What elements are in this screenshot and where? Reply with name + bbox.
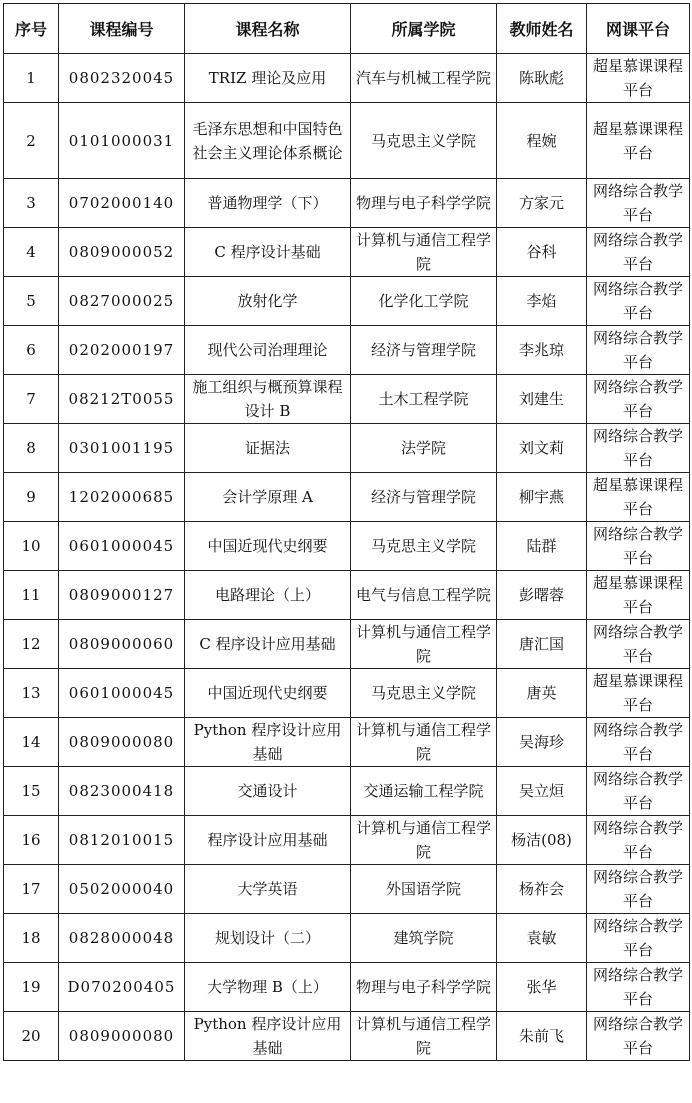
cell-college: 交通运输工程学院 bbox=[351, 767, 497, 816]
table-row bbox=[4, 424, 690, 473]
cell-code: 0823000418 bbox=[59, 767, 185, 816]
cell-platform: 网络综合教学平台 bbox=[587, 326, 690, 375]
header-index: 序号 bbox=[4, 4, 59, 54]
cell-name: 规划设计（二） bbox=[185, 914, 351, 963]
cell-index: 4 bbox=[4, 228, 59, 277]
cell-code: 0809000052 bbox=[59, 228, 185, 277]
table-row bbox=[4, 375, 690, 424]
cell-name: 毛泽东思想和中国特色社会主义理论体系概论 bbox=[185, 103, 351, 179]
cell-code: 0827000025 bbox=[59, 277, 185, 326]
table-row bbox=[4, 54, 690, 103]
cell-college: 物理与电子科学学院 bbox=[351, 179, 497, 228]
cell-college: 马克思主义学院 bbox=[351, 522, 497, 571]
cell-platform: 网络综合教学平台 bbox=[587, 620, 690, 669]
cell-college: 外国语学院 bbox=[351, 865, 497, 914]
table-row bbox=[4, 865, 690, 914]
cell-name: 证据法 bbox=[185, 424, 351, 473]
table-row bbox=[4, 571, 690, 620]
cell-index: 1 bbox=[4, 54, 59, 103]
header-teacher: 教师姓名 bbox=[497, 4, 587, 54]
table-row bbox=[4, 669, 690, 718]
header-row bbox=[4, 4, 690, 54]
cell-platform: 网络综合教学平台 bbox=[587, 522, 690, 571]
cell-platform: 网络综合教学平台 bbox=[587, 179, 690, 228]
cell-name: 中国近现代史纲要 bbox=[185, 522, 351, 571]
cell-teacher: 刘文莉 bbox=[497, 424, 587, 473]
cell-college: 建筑学院 bbox=[351, 914, 497, 963]
cell-college: 法学院 bbox=[351, 424, 497, 473]
cell-code: 0809000080 bbox=[59, 718, 185, 767]
table-row bbox=[4, 718, 690, 767]
cell-index: 17 bbox=[4, 865, 59, 914]
course-table-body bbox=[4, 54, 690, 1061]
cell-platform: 网络综合教学平台 bbox=[587, 816, 690, 865]
cell-college: 汽车与机械工程学院 bbox=[351, 54, 497, 103]
cell-name: 电路理论（上） bbox=[185, 571, 351, 620]
cell-college: 物理与电子科学学院 bbox=[351, 963, 497, 1012]
cell-college: 计算机与通信工程学院 bbox=[351, 718, 497, 767]
cell-platform: 网络综合教学平台 bbox=[587, 228, 690, 277]
cell-code: 1202000685 bbox=[59, 473, 185, 522]
cell-teacher: 吴立烜 bbox=[497, 767, 587, 816]
cell-name: 普通物理学（下） bbox=[185, 179, 351, 228]
header-college: 所属学院 bbox=[351, 4, 497, 54]
cell-teacher: 李焰 bbox=[497, 277, 587, 326]
cell-teacher: 陈耿彪 bbox=[497, 54, 587, 103]
cell-teacher: 刘建生 bbox=[497, 375, 587, 424]
cell-name: 大学英语 bbox=[185, 865, 351, 914]
cell-teacher: 彭曙蓉 bbox=[497, 571, 587, 620]
cell-teacher: 唐英 bbox=[497, 669, 587, 718]
cell-teacher: 方家元 bbox=[497, 179, 587, 228]
cell-college: 计算机与通信工程学院 bbox=[351, 816, 497, 865]
cell-college: 计算机与通信工程学院 bbox=[351, 228, 497, 277]
cell-teacher: 唐汇国 bbox=[497, 620, 587, 669]
cell-index: 16 bbox=[4, 816, 59, 865]
cell-index: 18 bbox=[4, 914, 59, 963]
cell-teacher: 陆群 bbox=[497, 522, 587, 571]
cell-teacher: 杨洁(08) bbox=[497, 816, 587, 865]
cell-teacher: 谷科 bbox=[497, 228, 587, 277]
table-row bbox=[4, 816, 690, 865]
cell-code: 0809000080 bbox=[59, 1012, 185, 1061]
cell-name: 放射化学 bbox=[185, 277, 351, 326]
cell-college: 土木工程学院 bbox=[351, 375, 497, 424]
cell-name: C 程序设计应用基础 bbox=[185, 620, 351, 669]
cell-platform: 网络综合教学平台 bbox=[587, 865, 690, 914]
cell-platform: 网络综合教学平台 bbox=[587, 277, 690, 326]
cell-teacher: 程婉 bbox=[497, 103, 587, 179]
cell-code: D070200405 bbox=[59, 963, 185, 1012]
cell-index: 2 bbox=[4, 103, 59, 179]
cell-code: 0702000140 bbox=[59, 179, 185, 228]
cell-name: 施工组织与概预算课程设计 B bbox=[185, 375, 351, 424]
cell-code: 0802320045 bbox=[59, 54, 185, 103]
cell-code: 0828000048 bbox=[59, 914, 185, 963]
cell-index: 15 bbox=[4, 767, 59, 816]
cell-college: 计算机与通信工程学院 bbox=[351, 1012, 497, 1061]
cell-name: 交通设计 bbox=[185, 767, 351, 816]
header-platform: 网课平台 bbox=[587, 4, 690, 54]
table-row bbox=[4, 179, 690, 228]
header-name: 课程名称 bbox=[185, 4, 351, 54]
cell-platform: 网络综合教学平台 bbox=[587, 914, 690, 963]
cell-teacher: 柳宇燕 bbox=[497, 473, 587, 522]
cell-code: 0812010015 bbox=[59, 816, 185, 865]
cell-college: 化学化工学院 bbox=[351, 277, 497, 326]
cell-index: 10 bbox=[4, 522, 59, 571]
cell-college: 计算机与通信工程学院 bbox=[351, 620, 497, 669]
cell-platform: 网络综合教学平台 bbox=[587, 1012, 690, 1061]
cell-college: 马克思主义学院 bbox=[351, 103, 497, 179]
cell-index: 7 bbox=[4, 375, 59, 424]
cell-name: 程序设计应用基础 bbox=[185, 816, 351, 865]
cell-teacher: 李兆琼 bbox=[497, 326, 587, 375]
cell-teacher: 杨祚会 bbox=[497, 865, 587, 914]
cell-platform: 超星慕课课程平台 bbox=[587, 54, 690, 103]
cell-index: 20 bbox=[4, 1012, 59, 1061]
cell-index: 8 bbox=[4, 424, 59, 473]
cell-code: 08212T0055 bbox=[59, 375, 185, 424]
cell-code: 0809000060 bbox=[59, 620, 185, 669]
table-row bbox=[4, 277, 690, 326]
course-table bbox=[3, 3, 690, 1061]
cell-index: 12 bbox=[4, 620, 59, 669]
cell-index: 6 bbox=[4, 326, 59, 375]
cell-name: Python 程序设计应用基础 bbox=[185, 718, 351, 767]
table-row bbox=[4, 473, 690, 522]
cell-index: 19 bbox=[4, 963, 59, 1012]
table-row bbox=[4, 963, 690, 1012]
table-row bbox=[4, 1012, 690, 1061]
cell-college: 电气与信息工程学院 bbox=[351, 571, 497, 620]
table-row bbox=[4, 103, 690, 179]
cell-platform: 网络综合教学平台 bbox=[587, 963, 690, 1012]
table-row bbox=[4, 914, 690, 963]
cell-teacher: 袁敏 bbox=[497, 914, 587, 963]
cell-name: 会计学原理 A bbox=[185, 473, 351, 522]
cell-code: 0502000040 bbox=[59, 865, 185, 914]
cell-platform: 网络综合教学平台 bbox=[587, 424, 690, 473]
cell-code: 0809000127 bbox=[59, 571, 185, 620]
cell-name: 中国近现代史纲要 bbox=[185, 669, 351, 718]
cell-name: Python 程序设计应用基础 bbox=[185, 1012, 351, 1061]
cell-platform: 超星慕课课程平台 bbox=[587, 669, 690, 718]
cell-index: 9 bbox=[4, 473, 59, 522]
header-code: 课程编号 bbox=[59, 4, 185, 54]
cell-platform: 超星慕课课程平台 bbox=[587, 473, 690, 522]
table-row bbox=[4, 767, 690, 816]
cell-index: 5 bbox=[4, 277, 59, 326]
cell-name: 大学物理 B（上） bbox=[185, 963, 351, 1012]
cell-name: TRIZ 理论及应用 bbox=[185, 54, 351, 103]
cell-index: 11 bbox=[4, 571, 59, 620]
table-row bbox=[4, 326, 690, 375]
cell-index: 13 bbox=[4, 669, 59, 718]
table-row bbox=[4, 228, 690, 277]
cell-code: 0601000045 bbox=[59, 669, 185, 718]
cell-platform: 超星慕课课程平台 bbox=[587, 571, 690, 620]
cell-teacher: 吴海珍 bbox=[497, 718, 587, 767]
cell-name: C 程序设计基础 bbox=[185, 228, 351, 277]
cell-name: 现代公司治理理论 bbox=[185, 326, 351, 375]
cell-teacher: 朱前飞 bbox=[497, 1012, 587, 1061]
cell-code: 0202000197 bbox=[59, 326, 185, 375]
cell-platform: 网络综合教学平台 bbox=[587, 718, 690, 767]
cell-platform: 网络综合教学平台 bbox=[587, 767, 690, 816]
cell-college: 经济与管理学院 bbox=[351, 473, 497, 522]
cell-college: 经济与管理学院 bbox=[351, 326, 497, 375]
table-row bbox=[4, 620, 690, 669]
cell-teacher: 张华 bbox=[497, 963, 587, 1012]
cell-index: 14 bbox=[4, 718, 59, 767]
cell-index: 3 bbox=[4, 179, 59, 228]
table-row bbox=[4, 522, 690, 571]
cell-code: 0101000031 bbox=[59, 103, 185, 179]
cell-platform: 超星慕课课程平台 bbox=[587, 103, 690, 179]
cell-college: 马克思主义学院 bbox=[351, 669, 497, 718]
cell-platform: 网络综合教学平台 bbox=[587, 375, 690, 424]
cell-code: 0601000045 bbox=[59, 522, 185, 571]
cell-code: 0301001195 bbox=[59, 424, 185, 473]
